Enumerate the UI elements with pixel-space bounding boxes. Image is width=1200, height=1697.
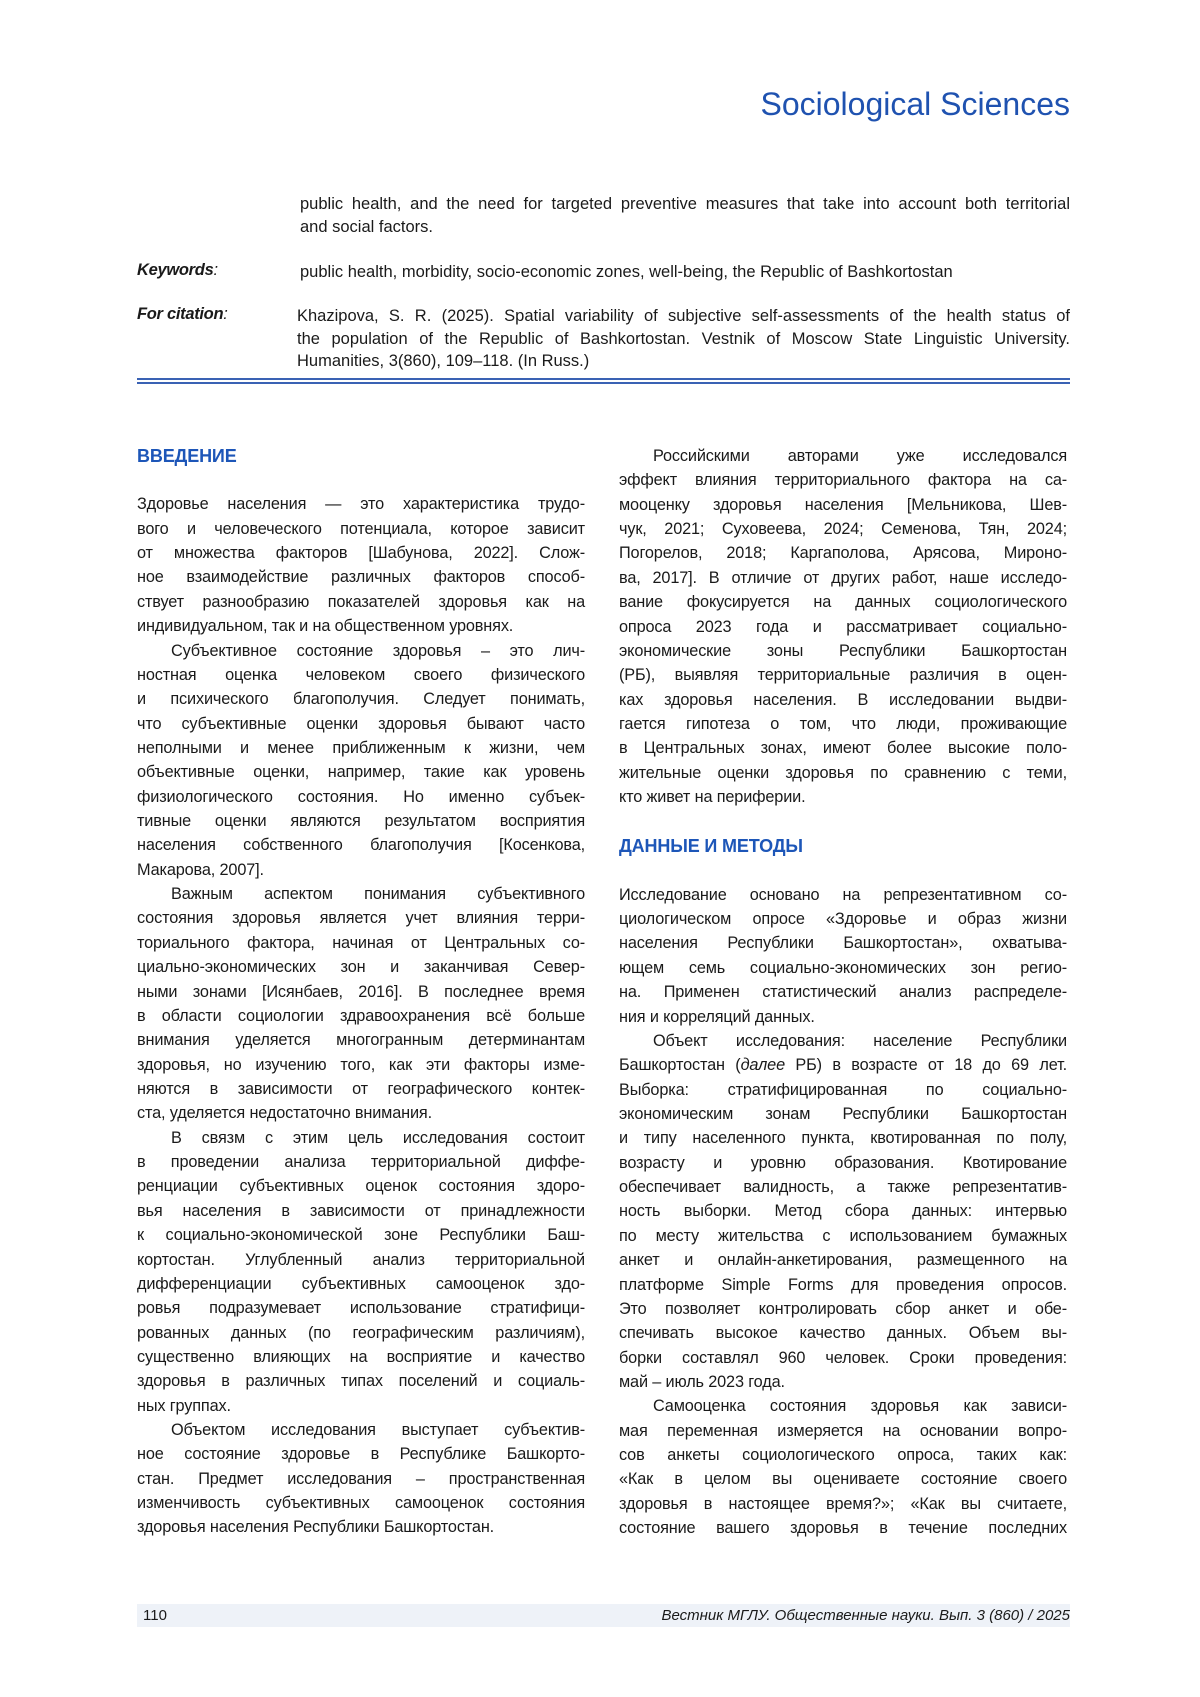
text-line: на. Применен статистический анализ распределе- <box>619 980 1067 1004</box>
text-line: чук, 2021; Суховеева, 2024; Семенова, Тян, 2024; <box>619 517 1067 541</box>
text-line: опроса 2023 года и рассматривает социально- <box>619 615 1067 639</box>
text-line: Объектом исследования выступает субъектив- <box>137 1418 585 1442</box>
text-line: мая переменная измеряется на основании вопро- <box>619 1419 1067 1443</box>
text-line: индивидуальном, так и на общественном уровнях. <box>137 614 585 638</box>
header-divider-top <box>137 378 1070 380</box>
text-line: няются в зависимости от географического контек- <box>137 1077 585 1101</box>
text-line: платформе Simple Forms для проведения опросов. <box>619 1273 1067 1297</box>
abstract-line: and social factors. <box>300 216 1070 239</box>
paragraph <box>137 1126 585 1418</box>
text-line: и типу населенного пункта, квотированная по полу, <box>619 1126 1067 1150</box>
text-line: Погорелов, 2018; Каргаполова, Арясова, Мироно- <box>619 541 1067 565</box>
section-title: Sociological Sciences <box>761 86 1071 123</box>
text-line: населения Республики Башкортостан», охватыва- <box>619 931 1067 955</box>
text-line: в Центральных зонах, имеют более высокие поло- <box>619 736 1067 760</box>
text-line: борки составлял 960 человек. Сроки проведения: <box>619 1346 1067 1370</box>
journal-issue: Вестник МГЛУ. Общественные науки. Вып. 3 (860) / 2025 <box>661 1604 1070 1627</box>
paragraph <box>137 1418 585 1540</box>
citation-line: the population of the Republic of Bashkortostan. Vestnik of Moscow State Linguistic University. <box>297 328 1070 351</box>
text-line: кортостан. Углубленный анализ территориальной <box>137 1248 585 1272</box>
text-line: по месту жительства с использованием бумажных <box>619 1224 1067 1248</box>
text-line: ность выборки. Метод сбора данных: интервью <box>619 1199 1067 1223</box>
paragraph <box>619 1029 1067 1394</box>
text-line: Объект исследования: население Республики <box>619 1029 1067 1053</box>
text-segment: РБ) в возрасте от 18 до 69 лет. <box>785 1056 1067 1074</box>
text-line: ными зонами [Исянбаев, 2016]. В последнее время <box>137 980 585 1004</box>
keywords-label <box>137 261 218 280</box>
text-line: циологическом опросе «Здоровье и образ жизни <box>619 907 1067 931</box>
paragraph <box>137 492 585 638</box>
page-footer <box>137 1604 1070 1627</box>
text-segment: Башкортостан ( <box>619 1056 741 1074</box>
text-line: Российскими авторами уже исследовался <box>619 444 1067 468</box>
text-line: Макарова, 2007]. <box>137 858 585 882</box>
text-line: ста, уделяется недостаточно внимания. <box>137 1101 585 1125</box>
text-line: мооценку здоровья населения [Мельникова, Шев- <box>619 493 1067 517</box>
keywords-text: public health, morbidity, socio-economic zones, well-being, the Republic of Bashkortostan <box>300 261 953 284</box>
text-line: вание фокусируется на данных социологического <box>619 590 1067 614</box>
paragraph <box>137 882 585 1126</box>
text-line: здоровья в различных типах поселений и социаль- <box>137 1369 585 1393</box>
text-line: ное состояние здоровье в Республике Башкорто- <box>137 1442 585 1466</box>
text-line: состояние вашего здоровья в течение последних <box>619 1516 1067 1540</box>
text-line: здоровья в настоящее время?»; «Как вы считаете, <box>619 1492 1067 1516</box>
text-line: ренциации субъективных оценок состояния здоро- <box>137 1174 585 1198</box>
text-line: спечивать высокое качество данных. Объем вы- <box>619 1321 1067 1345</box>
text-line: Важным аспектом понимания субъективного <box>137 882 585 906</box>
text-line: в области социологии здравоохранения всё больше <box>137 1004 585 1028</box>
text-line: циально-экономических зон и заканчивая Север- <box>137 955 585 979</box>
left-column <box>137 444 585 1540</box>
text-line: анкет и онлайн-анкетирования, размещенного на <box>619 1248 1067 1272</box>
citation-label-text: For citation <box>137 305 223 323</box>
text-line: здоровья, но изучению того, как эти факторы изме- <box>137 1053 585 1077</box>
text-line: ющем семь социально-экономических зон регио- <box>619 956 1067 980</box>
text-line: ва, 2017]. В отличие от других работ, наше исследо- <box>619 566 1067 590</box>
text-line: возрасту и уровню образования. Квотирование <box>619 1151 1067 1175</box>
text-line: ностная оценка человеком своего физического <box>137 663 585 687</box>
text-line: В связм с этим цель исследования состоит <box>137 1126 585 1150</box>
text-line: вья населения в зависимости от принадлежности <box>137 1199 585 1223</box>
text-line: вого и человеческого потенциала, которое зависит <box>137 517 585 541</box>
text-line: Субъективное состояние здоровья – это лич- <box>137 639 585 663</box>
text-line: экономическим зонам Республики Башкортостан <box>619 1102 1067 1126</box>
abstract-line: public health, and the need for targeted preventive measures that take into account both territorial <box>300 193 1070 216</box>
text-line: Выборка: стратифицированная по социально- <box>619 1078 1067 1102</box>
text-line: объективные оценки, например, такие как уровень <box>137 760 585 784</box>
text-line: что субъективные оценки здоровья бывают часто <box>137 712 585 736</box>
text-line: внимания уделяется многогранным детерминантам <box>137 1028 585 1052</box>
citation-label <box>137 305 228 324</box>
text-line: ровья подразумевает использование стратифици- <box>137 1296 585 1320</box>
text-line: ториального фактора, начиная от Центральных со- <box>137 931 585 955</box>
paragraph <box>619 1394 1067 1540</box>
text-line: стан. Предмет исследования – пространственная <box>137 1467 585 1491</box>
text-line: здоровья населения Республики Башкортостан. <box>137 1515 585 1539</box>
abstract-tail <box>300 193 1070 238</box>
text-line: изменчивость субъективных самооценок состояния <box>137 1491 585 1515</box>
citation-text <box>297 305 1070 373</box>
text-line: существенно влияющих на восприятие и качество <box>137 1345 585 1369</box>
text-line: эффект влияния территориального фактора на са- <box>619 468 1067 492</box>
text-line: состояния здоровья является учет влияния терри- <box>137 906 585 930</box>
page-number: 110 <box>143 1604 167 1627</box>
text-line: дифференциации субъективных самооценок здо- <box>137 1272 585 1296</box>
text-line: май – июль 2023 года. <box>619 1370 1067 1394</box>
citation-colon: : <box>223 305 227 323</box>
text-line <box>619 1053 1067 1077</box>
text-line: Исследование основано на репрезентативном со- <box>619 883 1067 907</box>
text-line: Самооценка состояния здоровья как зависи- <box>619 1394 1067 1418</box>
text-line: населения собственного благополучия [Косенкова, <box>137 833 585 857</box>
text-line: жительные оценки здоровья по сравнению с теми, <box>619 761 1067 785</box>
text-line: гается гипотеза о том, что люди, проживающие <box>619 712 1067 736</box>
citation-line: Humanities, 3(860), 109–118. (In Russ.) <box>297 350 1070 373</box>
text-line: (РБ), выявляя территориальные различия в оцен- <box>619 663 1067 687</box>
text-line: рованных данных (по географическим различиям), <box>137 1321 585 1345</box>
paragraph <box>619 883 1067 1029</box>
section-heading: ДАННЫЕ И МЕТОДЫ <box>619 834 1067 858</box>
text-line: кто живет на периферии. <box>619 785 1067 809</box>
text-line: физиологического состояния. Но именно субъек- <box>137 785 585 809</box>
text-line: сов анкеты социологического опроса, таких как: <box>619 1443 1067 1467</box>
keywords-colon: : <box>213 261 217 279</box>
text-line: от множества факторов [Шабунова, 2022]. Слож- <box>137 541 585 565</box>
text-line: «Как в целом вы оцениваете состояние своего <box>619 1467 1067 1491</box>
italic-text: далее <box>741 1056 785 1074</box>
citation-line: Khazipova, S. R. (2025). Spatial variability of subjective self-assessments of the health status of <box>297 305 1070 328</box>
text-line: к социально-экономической зоне Республики Баш- <box>137 1223 585 1247</box>
text-line: в проведении анализа территориальной диффе- <box>137 1150 585 1174</box>
text-line: Это позволяет контролировать сбор анкет и обе- <box>619 1297 1067 1321</box>
paragraph <box>137 639 585 883</box>
text-line: ствует разнообразию показателей здоровья как на <box>137 590 585 614</box>
paragraph <box>619 444 1067 809</box>
text-line: тивные оценки являются результатом восприятия <box>137 809 585 833</box>
text-line: экономические зоны Республики Башкортостан <box>619 639 1067 663</box>
keywords-label-text: Keywords <box>137 261 213 279</box>
right-column <box>619 444 1067 1540</box>
text-line: неполными и менее приближенным к жизни, чем <box>137 736 585 760</box>
text-line: ния и корреляций данных. <box>619 1005 1067 1029</box>
text-line: и психического благополучия. Следует понимать, <box>137 687 585 711</box>
keywords-value <box>300 261 953 284</box>
header-divider-bottom <box>137 382 1070 384</box>
text-line: ных группах. <box>137 1394 585 1418</box>
text-line: Здоровье населения — это характеристика трудо- <box>137 492 585 516</box>
section-heading: ВВЕДЕНИЕ <box>137 444 585 468</box>
text-line: обеспечивает валидность, а также репрезентатив- <box>619 1175 1067 1199</box>
text-line: ное взаимодействие различных факторов способ- <box>137 565 585 589</box>
text-line: ках здоровья населения. В исследовании выдви- <box>619 688 1067 712</box>
